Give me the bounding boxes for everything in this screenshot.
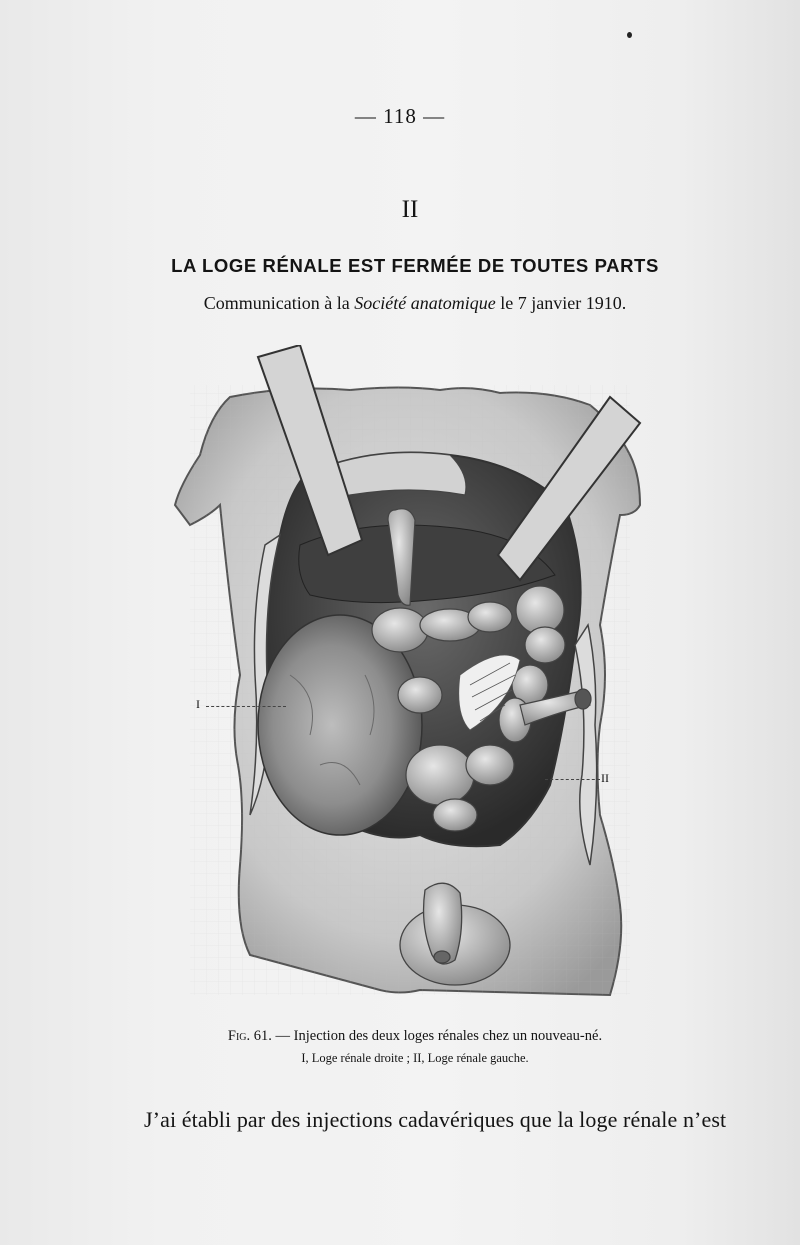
section-numeral: II <box>401 196 419 223</box>
figure-caption-text: — Injection des deux loges rénales chez un nouveau-né. <box>271 1028 603 1044</box>
figure-legend: I, Loge rénale droite ; II, Loge rénale gauche. <box>301 1051 529 1065</box>
article-title: LA LOGE RÉNALE EST FERMÉE DE TOUTES PARTS <box>171 255 659 276</box>
label-I-leader <box>206 706 286 707</box>
ink-speck <box>627 32 632 38</box>
anatomical-illustration <box>170 345 650 1015</box>
article-subtitle <box>0 293 800 314</box>
subtitle-date: le 7 janvier 1910. <box>495 293 627 313</box>
subtitle-society: Société anatomique <box>354 293 496 313</box>
label-II-leader <box>545 779 600 780</box>
figure-label-right-kidney: I <box>196 697 200 711</box>
figure-number: Fig. 61. <box>227 1028 272 1044</box>
body-paragraph-line: J’ai établi par des injections cadavériques que la loge rénale n’est <box>144 1107 727 1132</box>
figure-caption <box>0 1028 800 1045</box>
figure-label-left-kidney: II <box>601 771 609 785</box>
subtitle-prefix: Communication à la <box>203 293 355 313</box>
page-number: — 118 — <box>354 104 446 128</box>
